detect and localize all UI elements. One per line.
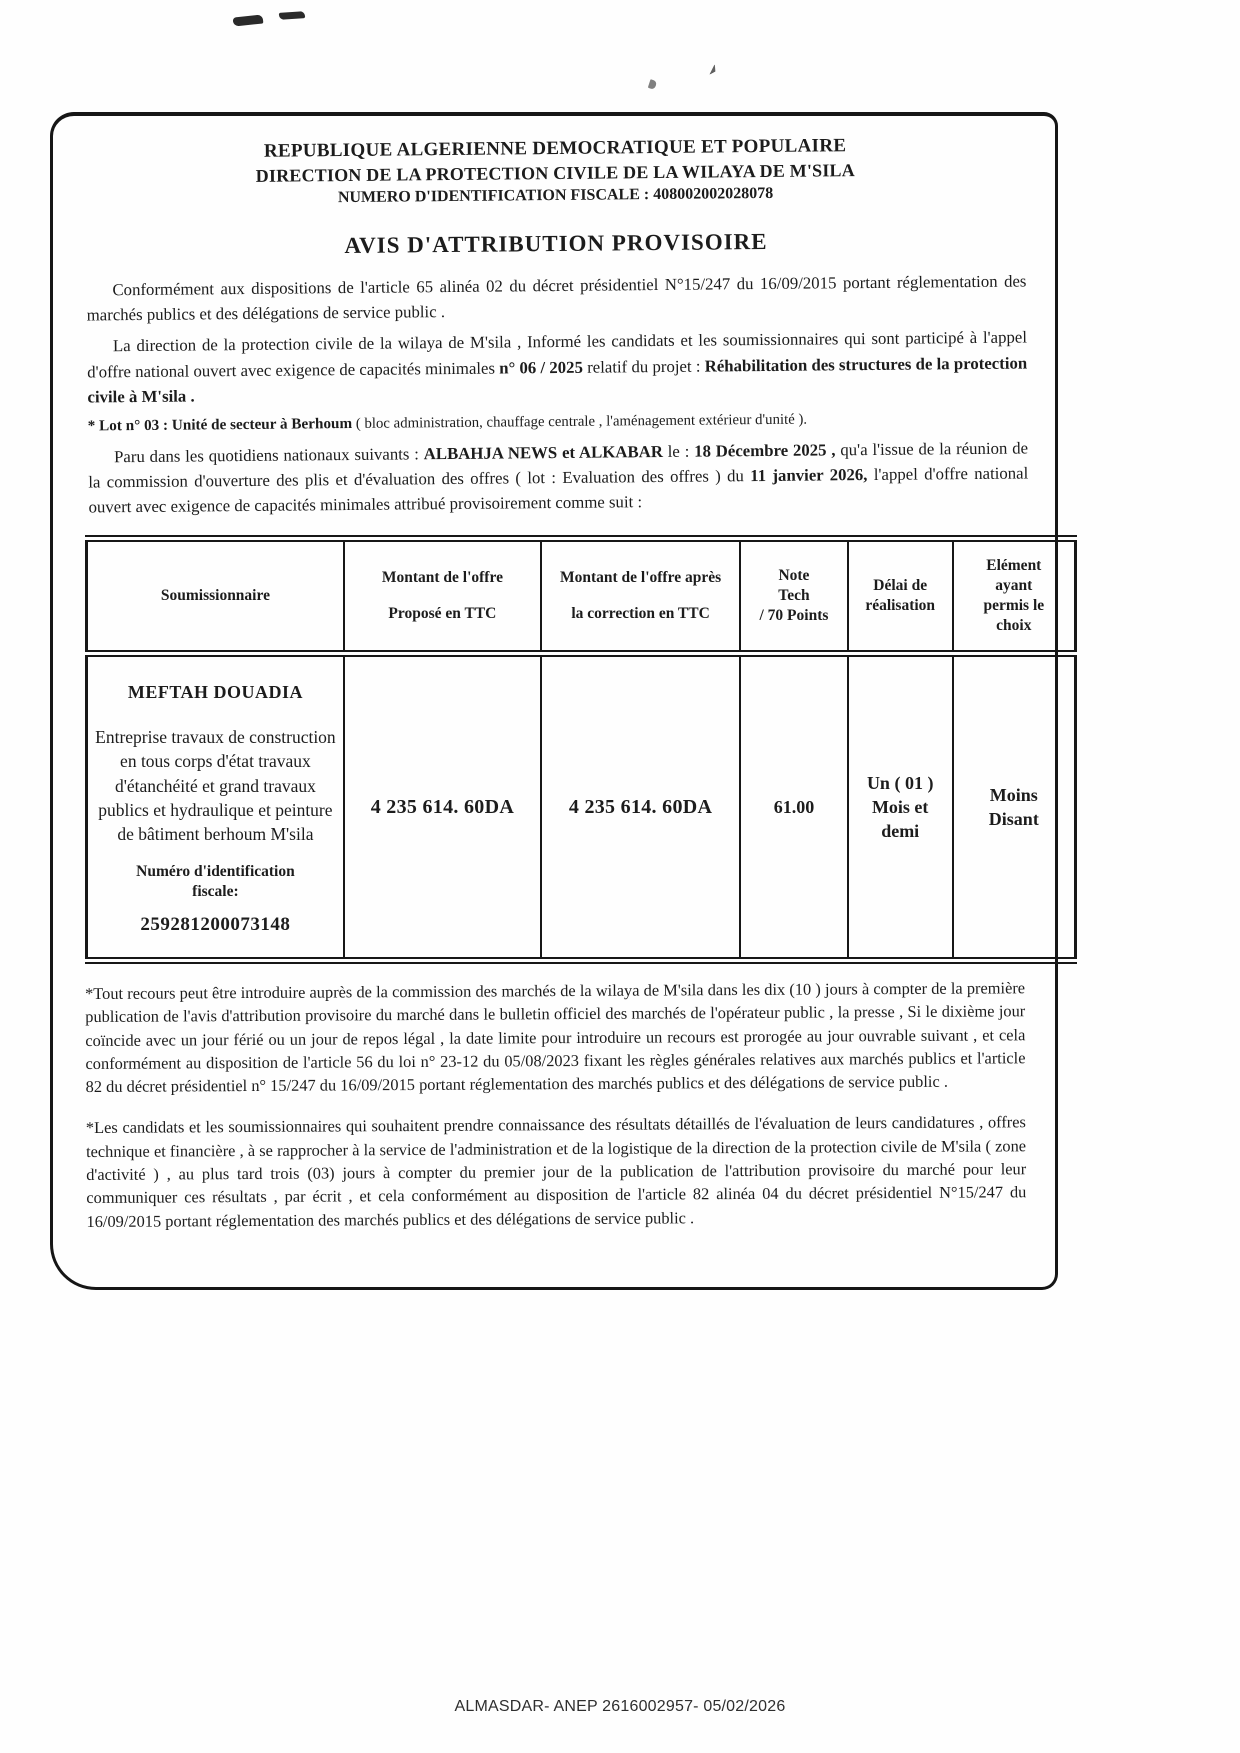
direction-title: DIRECTION DE LA PROTECTION CIVILE DE LA WILAYA DE M'SILA [255,160,856,186]
publication-text-end: l'appel d'offre national ouvert avec exigence de capacités minimales attribué provisoirement comme suit : [88,463,1029,517]
paragraph-legal-basis [86,268,1026,327]
scan-artifact-mark [706,64,718,75]
note-tech-line2: Tech [778,587,810,605]
cell-delai [848,654,953,961]
montant-propose-value: 4 235 614. 60DA [370,795,515,818]
montant-propose-line2: Proposé en TTC [388,605,497,623]
bidder-name: MEFTAH DOUADIA [127,682,303,703]
montant-propose-line1: Montant de l'offre [381,569,503,587]
element-line2: ayant [995,577,1033,595]
anep-reference-line: ALMASDAR- ANEP 2616002957- 05/02/2026 [454,1698,786,1715]
element-line1: Elément [986,557,1042,575]
publication-date: 18 Décembre 2025 , [694,440,836,461]
paragraph-project [87,325,1028,410]
col-header-element-choix [953,539,1076,654]
scan-artifact-mark [648,79,657,90]
cell-montant-corrige [541,654,740,961]
document-header [85,133,1026,209]
publication-text: Paru dans les quotidiens nationaux suivants : [113,444,424,466]
nif-label-line2: fiscale: [192,883,239,901]
table-header-row [87,539,1076,654]
col-header-soumissionnaire-label: Soumissionnaire [160,587,270,605]
bidder-description: Entreprise travaux de construction en tous corps d'état travaux d'étanchéité et grand travaux publics et hydraulique et peinture de bâtiment berhoum M'sila [95,727,336,844]
nif-value: 259281200073148 [140,914,291,936]
element-choix-value: Moins Disant [988,785,1039,830]
document-border-box [50,112,1058,1290]
cell-soumissionnaire [87,654,344,961]
recourse-note: *Tout recours peut être introduire auprès de la commission des marchés de la wilaya de M'sila dans les dix (10 ) jours à compter de la première publication de l'avis d'attribution provisoire du marché dans le bulletin officiel des marchés de l'opérateur public , la presse , Si le dixième jour coïncide avec un jour férié ou un jour de repos légal , la date limite pour introduire un recours est prorogée au jour ouvrable suivant , et cela conformément au disposition de l'article 56 du loi n° 23-12 du 05/08/2023 fixant les règles générales relatives aux marchés publics et l'article 82 du décret présidentiel n° 15/247 du 16/09/2015 portant réglementation des marchés publics et des délégations de service public . [85,978,1026,1097]
col-header-soumissionnaire [87,539,344,654]
cell-note-tech [740,654,848,961]
note-tech-line3: / 70 Points [759,607,829,625]
element-line4: choix [996,617,1032,635]
delai-line2: réalisation [865,597,936,615]
evaluation-date: 11 janvier 2026, [750,464,868,486]
delai-line1: Délai de [873,577,928,595]
montant-corrige-value: 4 235 614. 60DA [568,795,713,818]
col-header-montant-corrige [541,539,740,654]
project-text: La direction de la protection civile de la wilaya de M'sila , Informé les candidats et les soumissionnaires qui sont participé à l'appel d'offre national ouvert avec exigence de capacités minimales [87,327,1028,382]
montant-corrige-line2: la correction en TTC [571,605,710,623]
note-tech-value: 61.00 [773,796,815,817]
nif-label-line1: Numéro d'identification [136,863,295,880]
table-row [87,654,1076,961]
lot-description: ( bloc administration, chauffage centrale , l'aménagement extérieur d'unité ). [352,411,808,432]
paragraph-publication [88,435,1029,520]
tender-number: n° 06 / 2025 [499,357,584,378]
cell-montant-propose [344,654,541,961]
note-tech-line1: Note [778,567,810,585]
newspaper-names: ALBAHJA NEWS et ALKABAR [423,441,663,464]
results-note: *Les candidats et les soumissionnaires qui souhaitent prendre connaissance des résultats détaillés de l'évaluation de leurs candidatures , offres technique et financière , à se rapprocher à la service de l'administration et de la logistique de la direction de la protection civile de M'sila ( zone d'activité ) , au plus tard trois (03) jours à compter du premier jour de la publication de l'attribution provisoire du marché pour leur communiquer ces résultats , par écrit , et cela conformément au disposition de l'article 82 alinéa 04 du décret présidentiel N°15/247 du 16/09/2015 portant réglementation des marchés publics et des délégations de service public . [85,1113,1027,1231]
footer-notes-section [85,977,1027,1234]
republic-title: REPUBLIQUE ALGERIENNE DEMOCRATIQUE ET POPULAIRE [263,135,847,162]
delai-value: Un ( 01 ) Mois et demi [866,772,934,842]
paragraph-legal-basis-text: Conformément aux dispositions de l'article 65 alinéa 02 du décret présidentiel N°15/247 du 16/09/2015 portant réglementation des marchés publics et des délégations de service public . [86,271,1027,325]
montant-corrige-line1: Montant de l'offre après [559,569,722,587]
element-line3: permis le [983,597,1045,615]
publication-text-mid1: le : [662,441,695,461]
fiscal-id-line: NUMERO D'IDENTIFICATION FISCALE : 408002002028078 [337,184,774,207]
project-name: Réhabilitation des structures de la protection civile à M'sila . [87,353,1028,407]
col-header-montant-propose [344,539,541,654]
cell-element-choix [953,654,1076,961]
project-text-mid: relatif du projet : [582,356,705,377]
paragraph-lot [88,406,1028,438]
lot-number: * Lot n° 03 : Unité de secteur à Berhoum [87,414,353,435]
notice-title: AVIS D'ATTRIBUTION PROVISOIRE [344,228,768,259]
scan-artifact-mark [279,11,305,20]
col-header-delai [848,539,953,654]
publication-text-mid2: qu'a l'issue de la réunion de la commission d'ouverture des plis et d'évaluation des offres ( lot : Evaluation des offres ) du [88,438,1029,492]
award-table [85,535,1077,964]
col-header-note-tech [740,539,848,654]
scan-artifact-mark [233,14,264,26]
intro-section [86,268,1028,519]
